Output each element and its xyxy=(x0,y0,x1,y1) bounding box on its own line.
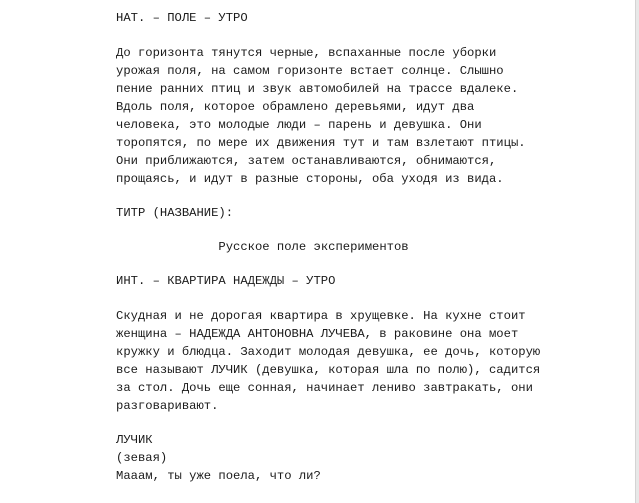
action-line: женщина – НАДЕЖДА АНТОНОВНА ЛУЧЕВА, в раковине она моет xyxy=(116,327,519,341)
character-name: ЛУЧИК xyxy=(116,433,153,447)
action-line: кружку и блюдца. Заходит молодая девушка, ее дочь, которую xyxy=(116,345,541,359)
action-line: Скудная и не дорогая квартира в хрущевке. На кухне стоит xyxy=(116,309,526,323)
action-line: пение ранних птиц и звук автомобилей на трассе вдалеке. xyxy=(116,82,519,96)
action-line: человека, это молодые люди – парень и девушка. Они xyxy=(116,118,482,132)
dialogue-line: Мааам, ты уже поела, что ли? xyxy=(116,469,321,483)
action-line: До горизонта тянутся черные, вспаханные после уборки xyxy=(116,46,497,60)
action-line: Они приближаются, затем останавливаются, обнимаются, xyxy=(116,154,497,168)
title-label: ТИТР (НАЗВАНИЕ): xyxy=(116,206,234,220)
scene-heading: ИНТ. – КВАРТИРА НАДЕЖДЫ – УТРО xyxy=(116,274,336,288)
action-line: Вдоль поля, которое обрамлено деревьями, идут два xyxy=(116,100,475,114)
action-line: урожая поля, на самом горизонте встает солнце. Слышно xyxy=(116,64,504,78)
scene-heading: НАТ. – ПОЛЕ – УТРО xyxy=(116,11,248,25)
title-text: Русское поле экспериментов xyxy=(218,240,409,254)
window-edge xyxy=(635,0,639,503)
action-line: разговаривают. xyxy=(116,399,219,413)
action-line: за стол. Дочь еще сонная, начинает лениво завтракать, они xyxy=(116,381,533,395)
action-line: прощаясь, и идут в разные стороны, оба уходя из вида. xyxy=(116,172,504,186)
action-line: все называют ЛУЧИК (девушка, которая шла по полю), садится xyxy=(116,363,541,377)
parenthetical: (зевая) xyxy=(116,451,168,465)
action-line: торопятся, по мере их движения тут и там взлетают птицы. xyxy=(116,136,526,150)
